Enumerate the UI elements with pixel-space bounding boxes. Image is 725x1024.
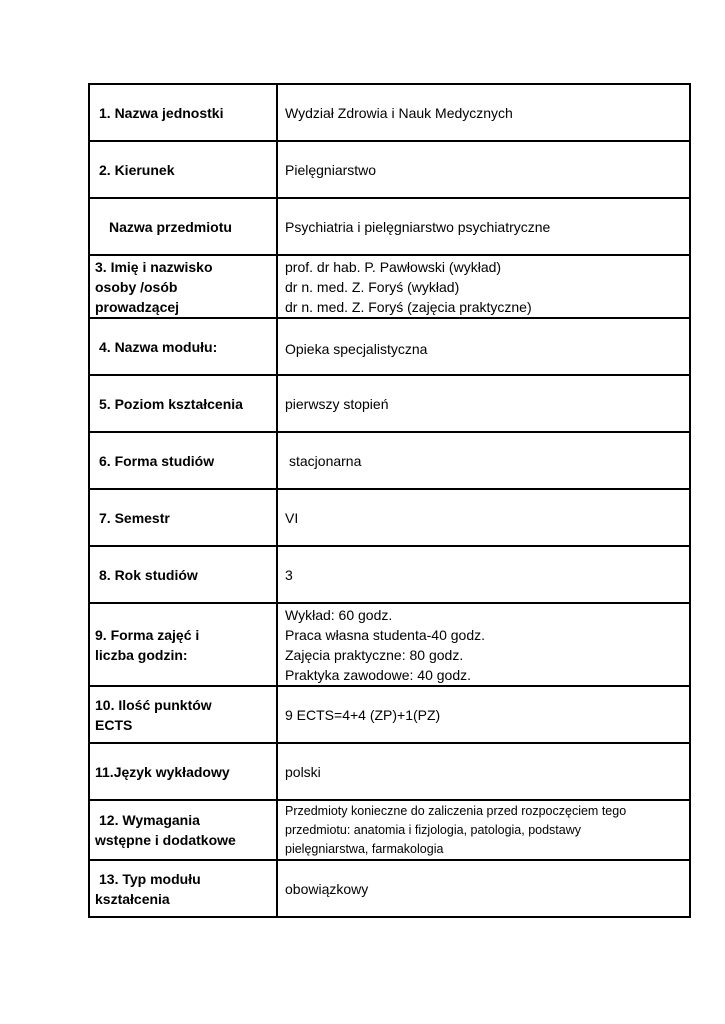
- value-line: dr n. med. Z. Foryś (zajęcia praktyczne): [285, 298, 532, 315]
- label-line: osoby /osób: [95, 278, 178, 295]
- label-line: 2. Kierunek: [99, 161, 175, 178]
- table-row: [89, 255, 690, 318]
- label-line: ECTS: [95, 716, 133, 733]
- row-label: [89, 318, 277, 375]
- row-value: [277, 375, 690, 432]
- table-row: [89, 686, 690, 743]
- syllabus-table: [88, 83, 691, 918]
- value-line: Przedmioty konieczne do zaliczenia przed rozpoczęciem tego: [285, 803, 627, 818]
- value-line: obowiązkowy: [285, 880, 369, 897]
- row-label: [89, 255, 277, 318]
- table-row: [89, 432, 690, 489]
- value-line: Opieka specjalistyczna: [285, 340, 428, 357]
- row-label: [89, 686, 277, 743]
- label-line: kształcenia: [95, 890, 170, 907]
- value-line: Wykład: 60 godz.: [285, 606, 393, 623]
- row-label: [89, 84, 277, 141]
- row-value: [277, 800, 690, 860]
- value-line: pielęgniarstwa, farmakologia: [285, 841, 444, 856]
- row-label: [89, 603, 277, 686]
- row-label: [89, 432, 277, 489]
- value-line: dr n. med. Z. Foryś (wykład): [285, 278, 460, 295]
- table-row: [89, 800, 690, 860]
- row-label: [89, 198, 277, 255]
- label-line: 10. Ilość punktów: [95, 696, 212, 713]
- label-line: 9. Forma zajęć i: [95, 626, 200, 643]
- value-line: VI: [285, 509, 299, 526]
- row-value: [277, 489, 690, 546]
- label-line: 1. Nazwa jednostki: [99, 104, 224, 121]
- label-line: prowadzącej: [95, 298, 180, 315]
- value-line: Pielęgniarstwo: [285, 161, 377, 178]
- row-value: [277, 546, 690, 603]
- row-value: [277, 141, 690, 198]
- value-line: Praktyka zawodowe: 40 godz.: [285, 666, 471, 683]
- row-value: [277, 603, 690, 686]
- row-value: [277, 743, 690, 800]
- value-line: Zajęcia praktyczne: 80 godz.: [285, 646, 464, 663]
- label-line: wstępne i dodatkowe: [95, 832, 236, 848]
- label-line: 6. Forma studiów: [99, 452, 215, 469]
- table-row: [89, 84, 690, 141]
- row-label: [89, 141, 277, 198]
- table-row: [89, 743, 690, 800]
- value-line: 9 ECTS=4+4 (ZP)+1(PZ): [285, 706, 441, 723]
- label-line: 5. Poziom kształcenia: [99, 395, 243, 412]
- label-line: 8. Rok studiów: [99, 566, 198, 583]
- table-row: [89, 489, 690, 546]
- row-value: [277, 198, 690, 255]
- row-label: [89, 546, 277, 603]
- row-label: [89, 743, 277, 800]
- value-line: polski: [285, 763, 321, 780]
- row-label: [89, 800, 277, 860]
- label-line: liczba godzin:: [95, 646, 188, 663]
- value-line: Praca własna studenta-40 godz.: [285, 626, 486, 643]
- row-value: [277, 686, 690, 743]
- label-line: 13. Typ modułu: [99, 870, 201, 887]
- label-line: 7. Semestr: [99, 509, 170, 526]
- value-line: Psychiatria i pielęgniarstwo psychiatryczne: [285, 218, 551, 235]
- row-value: [277, 84, 690, 141]
- row-value: [277, 255, 690, 318]
- row-label: [89, 860, 277, 917]
- table-row: [89, 375, 690, 432]
- table-row: [89, 318, 690, 375]
- value-line: 3: [285, 566, 293, 583]
- table-row: [89, 546, 690, 603]
- label-line: 3. Imię i nazwisko: [95, 258, 213, 275]
- row-value: [277, 860, 690, 917]
- table-row: [89, 603, 690, 686]
- label-line: 12. Wymagania: [99, 812, 200, 828]
- row-label: [89, 489, 277, 546]
- value-line: prof. dr hab. P. Pawłowski (wykład): [285, 258, 502, 275]
- syllabus-sheet: [88, 83, 691, 918]
- label-line: 11.Język wykładowy: [95, 763, 230, 780]
- label-line: Nazwa przedmiotu: [109, 218, 232, 235]
- value-line: stacjonarna: [289, 452, 362, 469]
- value-line: Wydział Zdrowia i Nauk Medycznych: [285, 104, 513, 121]
- table-row: [89, 141, 690, 198]
- row-label: [89, 375, 277, 432]
- row-value: [277, 432, 690, 489]
- value-line: pierwszy stopień: [285, 395, 389, 412]
- table-row: [89, 198, 690, 255]
- table-row: [89, 860, 690, 917]
- label-line: 4. Nazwa modułu:: [99, 338, 218, 355]
- row-value: [277, 318, 690, 375]
- value-line: przedmiotu: anatomia i fizjologia, patologia, podstawy: [285, 822, 582, 837]
